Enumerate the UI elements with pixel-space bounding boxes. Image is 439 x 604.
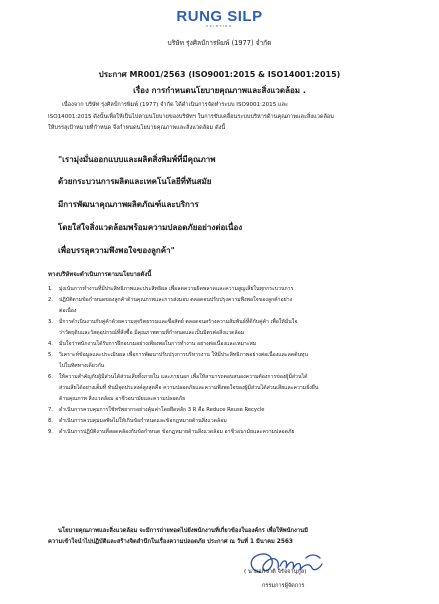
policy-item — [48, 317, 408, 339]
section-title: ทางบริษัทจะดำเนินการตามนโยบายดังนี้ — [48, 271, 152, 278]
intro-paragraph — [48, 100, 403, 135]
item-number: 6. — [48, 374, 53, 380]
item-text: ว่าวัตถุดิบและวัสดุอุปกรณ์ที่สั่งซื้อ มีคุณภาพตามที่กำหนดและเป็นมิตรต่อสิ่งแวดล้อม — [59, 330, 245, 336]
item-text: ดำเนินการควบคุมการใช้ทรัพยากรอย่างคุ้มค่าโดยยึดหลัก 3 R คือ Reduce Reuse Recycle — [59, 407, 265, 413]
item-text: ไปในทิศทางเดียวกัน — [59, 363, 105, 369]
item-text: ส่วนเสียได้อย่างเต็มที่ ทันมีจุดประสงค์สูงสุดคือ ความปลอดภัยและความพึงพอใจของผู้มีส่วนได้ส่วนเสียและความยั่งยืน — [59, 385, 319, 391]
policy-statement-line: เพื่อบรรลุความพึงพอใจของลูกค้า" — [58, 246, 175, 255]
item-text: ปฏิบัติตามข้อกำหนดของลูกค้าด้านคุณภาพและการส่งมอบ ตลอดจนปรับปรุงความพึงพอใจของลูกค้าอย่าง — [59, 297, 293, 303]
item-number: 8. — [48, 418, 53, 424]
item-text: มีการดำเนินงานกับคู่ค้าด้วยความสุจริตธรรมและซื่อสัตย์ ตลอดจนสร้างความสัมพันธ์ที่ดีกับคู่ค้า เพื่อให้มั่นใจ — [59, 319, 298, 325]
policy-statement-line: "เรามุ่งมั่นออกแบบและผลิตสิ่งพิมพ์ที่มีคุณภาพ — [58, 155, 216, 164]
policy-statement-line: มีการพัฒนาคุณภาพผลิตภัณฑ์และบริการ — [58, 200, 199, 209]
closing-line: นโยบายคุณภาพและสิ่งแวดล้อม จะมีการถ่ายทอดไปยังพนักงานที่เกี่ยวข้องในองค์กร เพื่อให้พนักงานมี — [58, 528, 308, 534]
item-number: 9. — [48, 429, 53, 435]
policy-item — [48, 416, 408, 427]
item-text: ต่อเนื่อง — [59, 308, 77, 314]
logo-text: RUNG SILP — [176, 8, 263, 25]
policy-item — [48, 295, 408, 317]
item-number: 2. — [48, 297, 53, 303]
policy-statement-line: โดยใส่ใจสิ่งแวดล้อมพร้อมความปลอดภัยอย่างต่อเนื่อง — [58, 223, 243, 232]
closing-paragraph — [48, 526, 408, 548]
item-text: ให้ความสำคัญกับผู้มีส่วนได้ส่วนเสียทั้งภายใน และภายนอก เพื่อให้สามารถตอบสนองความต้องการของผู้มีส่วนได้ — [59, 374, 308, 380]
company-logo — [0, 8, 439, 28]
item-text: ดำเนินการควบคุมมลพิษไม่ให้เกินข้อกำหนดและข้อกฎหมายด้านสิ่งแวดล้อม — [59, 418, 227, 424]
policy-item — [48, 372, 408, 405]
policy-item — [48, 350, 408, 372]
signer-title: กรรมการผู้จัดการ — [262, 583, 305, 589]
item-number: 3. — [48, 319, 53, 325]
closing-line: ความเข้าใจนำไปปฏิบัติและสร้างจิตสำนึกในเรื่องความปลอดภัย ประกาศ ณ วันที่ 1 มีนาคม 2563 — [48, 539, 293, 545]
policy-item — [48, 284, 408, 295]
policy-statement-line: ด้วยกระบวนการผลิตและเทคโนโลยีที่ทันสมัย — [58, 177, 212, 186]
announcement-heading: ประกาศ MR001/2563 (ISO9001:2015 & ISO14001:2015) — [98, 70, 341, 79]
policy-item — [48, 405, 408, 416]
policy-item — [48, 427, 408, 438]
item-number: 5. — [48, 352, 53, 358]
item-text: มั่นใจว่าพนักงานได้รับการฝึกอบรมอย่างเพียงพอในการทำงาน อย่างต่อเนื่องและเหมาะสม — [59, 341, 257, 347]
intro-line: ISO14001:2015 ดังนั้นเพื่อให้เป็นไปตามนโยบายของบริษัทฯ ในการขับเคลื่อนระบบบริหารด้านคุณภาพและสิ่งแวดล้อม — [48, 113, 334, 120]
intro-line: ให้บรรลุเป้าหมายที่กำหนด จึงกำหนดนโยบายคุณภาพและสิ่งแวดล้อม ดังนี้ — [48, 125, 226, 131]
item-number: 4. — [48, 341, 53, 347]
announcement-subject: เรื่อง การกำหนดนโยบายคุณภาพและสิ่งแวดล้อม . — [133, 86, 306, 95]
signer-name: ( นายอภิชาติ จิรัจจานุกูล) — [244, 569, 307, 575]
company-name: บริษัท รุ่งศิลป์การพิมพ์ (1977) จำกัด — [167, 39, 272, 47]
signature-image — [240, 548, 330, 582]
item-number: 1. — [48, 286, 53, 292]
logo-subtext: PRINTING — [206, 24, 233, 28]
item-text: วิเคราะห์ข้อมูลและประเมินผล เพื่อการพัฒนาปรับปรุงการบริหารงาน ให้มีประสิทธิภาพอย่างต่อเนื่องและลดต้นทุน — [59, 352, 309, 358]
item-text: มุ่งเน้นการทำงานที่มีประสิทธิภาพและประสิทธิผล เพื่อลดความผิดพลาดและความสูญเสียในทุกกระบวนการ — [59, 286, 294, 292]
intro-line: เนื่องจาก บริษัท รุ่งศิลป์การพิมพ์ (1977) จำกัด ได้ดำเนินการจัดทำระบบ ISO9001:2015 และ — [62, 102, 289, 108]
policy-items-list — [48, 284, 408, 438]
item-text: ด้านคุณภาพ สิ่งแวดล้อม อาชีวอนามัยและความปลอดภัย — [59, 396, 186, 402]
item-text: ดำเนินการปฏิบัติงานที่สอดคล้องกับข้อกำหนด ข้อกฎหมายด้านสิ่งแวดล้อม อาชีวอนามัยและความปลอดภัย — [59, 429, 295, 435]
policy-item — [48, 339, 408, 350]
item-number: 7. — [48, 407, 53, 413]
